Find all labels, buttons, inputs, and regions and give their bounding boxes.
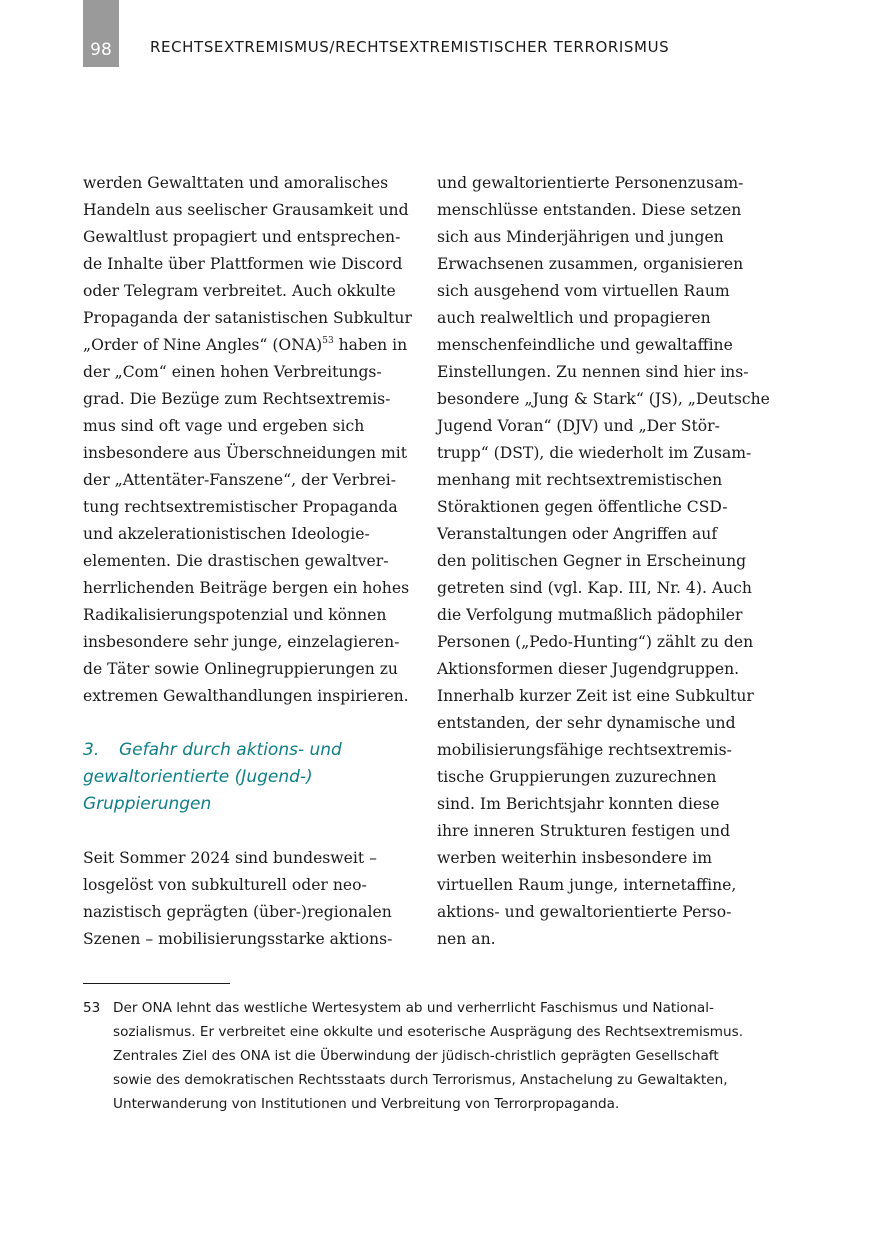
text-line: den politischen Gegner in Erscheinung [437,552,747,570]
text-line: Handeln aus seelischer Grausamkeit und [83,201,409,219]
text-line: Veranstaltungen oder Angriffen auf [437,525,718,543]
text-line: insbesondere aus Überschneidungen mit [83,444,407,462]
footnote-line: Der ONA lehnt das westliche Wertesystem ab und verherrlicht Faschismus und National- [113,1000,714,1016]
text-line: menhang mit rechtsextremistischen [437,471,723,489]
text-line: Störaktionen gegen öffentliche CSD- [437,498,728,516]
text-span: „Order of Nine Angles“ (ONA) [83,336,323,354]
text-line: tische Gruppierungen zuzurechnen [437,768,717,786]
text-line: herrlichenden Beiträge bergen ein hohes [83,579,410,597]
text-line: trupp“ (DST), die wiederholt im Zusam- [437,444,752,462]
paragraph-1 [83,170,412,710]
running-title: RECHTSEXTREMISMUS/RECHTSEXTREMISTISCHER TERRORISMUS [150,38,670,56]
text-line: elementen. Die drastischen gewaltver- [83,552,389,570]
text-line: nazistisch geprägten (über-)regionalen [83,903,392,921]
paragraph-2 [83,845,403,953]
text-line: werden Gewalttaten und amoralisches [83,174,389,192]
footnote-divider [83,983,230,984]
heading-line: gewaltorientierte (Jugend-) [83,767,313,787]
text-line: und akzelerationistischen Ideologie- [83,525,370,543]
text-line: der „Com“ einen hohen Verbreitungs- [83,363,382,381]
text-line: besondere „Jung & Stark“ (JS), „Deutsche [437,390,770,408]
text-line: Radikalisierungspotenzial und können [83,606,387,624]
text-line: Aktionsformen dieser Jugendgruppen. [437,660,740,678]
page-number: 98 [90,40,112,60]
text-line: die Verfolgung mutmaßlich pädophiler [437,606,743,624]
text-line: tung rechtsextremistischer Propaganda [83,498,398,516]
text-line: aktions- und gewaltorientierte Perso- [437,903,732,921]
text-line: menschlüsse entstanden. Diese setzen [437,201,742,219]
heading-number: 3. [83,740,100,760]
footnote-reference[interactable]: 53 [322,336,334,346]
text-span: haben in [333,336,408,354]
text-line: Szenen – mobilisierungsstarke aktions- [83,930,393,948]
text-line: auch realweltlich und propagieren [437,309,711,327]
footnote-line: sozialismus. Er verbreitet eine okkulte und esoterische Ausprägung des Rechtsextremismus. [113,1024,744,1040]
heading-line: Gruppierungen [83,794,212,814]
text-line: Innerhalb kurzer Zeit ist eine Subkultur [437,687,754,705]
heading-line [83,737,403,764]
text-line: der „Attentäter-Fanszene“, der Verbrei- [83,471,397,489]
text-line: Einstellungen. Zu nennen sind hier ins- [437,363,749,381]
text-line: nen an. [437,930,496,948]
text-line: grad. Die Bezüge zum Rechtsextremis- [83,390,391,408]
text-line: getreten sind (vgl. Kap. III, Nr. 4). Auch [437,579,752,597]
text-line: mus sind oft vage und ergeben sich [83,417,365,435]
section-heading [83,737,403,818]
text-line: Propaganda der satanistischen Subkultur [83,309,412,327]
text-line: werben weiterhin insbesondere im [437,849,713,867]
text-line: mobilisierungsfähige rechtsextremis- [437,741,732,759]
text-line: de Inhalte über Plattformen wie Discord [83,255,403,273]
footnote-marker: 53 [83,1000,101,1016]
text-line: virtuellen Raum junge, internetaffine, [437,876,737,894]
footnote-line: Unterwanderung von Institutionen und Verbreitung von Terrorpropaganda. [113,1096,620,1112]
text-line: ihre inneren Strukturen festigen und [437,822,731,840]
text-line: losgelöst von subkulturell oder neo- [83,876,367,894]
left-column [83,170,412,953]
text-line: menschenfeindliche und gewaltaffine [437,336,733,354]
text-line: insbesondere sehr junge, einzelagieren- [83,633,400,651]
footnote-line: Zentrales Ziel des ONA ist die Überwindung der jüdisch-christlich geprägten Gesellschaft [113,1048,719,1064]
text-line: de Täter sowie Onlinegruppierungen zu [83,660,398,678]
page-number-box [83,0,119,67]
footnote-body [113,996,763,1116]
text-line: Seit Sommer 2024 sind bundesweit – [83,849,377,867]
text-line: extremen Gewalthandlungen inspirieren. [83,687,409,705]
text-line: Erwachsenen zusammen, organisieren [437,255,744,273]
text-line: entstanden, der sehr dynamische und [437,714,736,732]
right-column [437,170,770,953]
text-line: und gewaltorientierte Personenzusam- [437,174,744,192]
text-line: sich aus Minderjährigen und jungen [437,228,724,246]
heading-text: Gefahr durch aktions- und [119,740,342,760]
text-line: sich ausgehend vom virtuellen Raum [437,282,730,300]
text-line: sind. Im Berichtsjahr konnten diese [437,795,720,813]
text-line: Gewaltlust propagiert und entsprechen- [83,228,401,246]
text-line-with-footnote [83,332,408,359]
text-line: oder Telegram verbreitet. Auch okkulte [83,282,396,300]
text-line: Jugend Voran“ (DJV) und „Der Stör- [437,417,720,435]
text-line: Personen („Pedo-Hunting“) zählt zu den [437,633,754,651]
footnote [83,996,763,1116]
footnote-line: sowie des demokratischen Rechtsstaats durch Terrorismus, Anstachelung zu Gewaltakten, [113,1072,728,1088]
